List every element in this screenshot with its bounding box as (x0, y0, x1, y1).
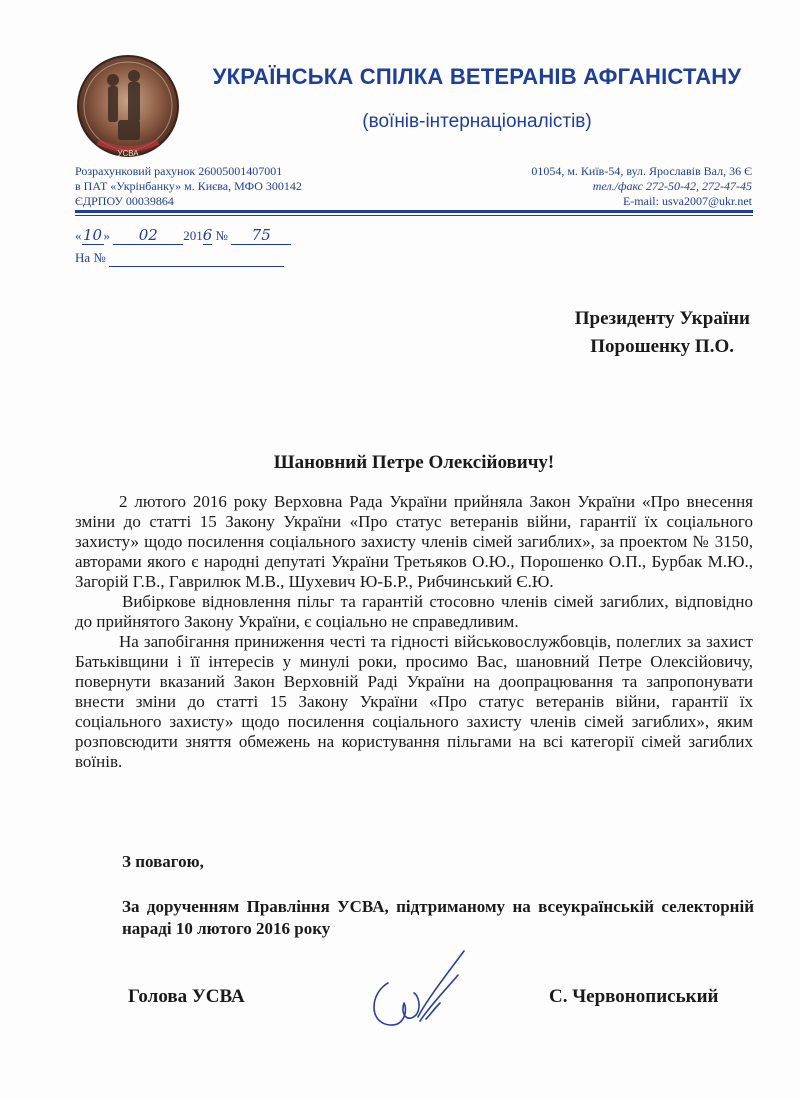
handwritten-signature (360, 945, 490, 1040)
organization-subtitle: (воїнів-інтернаціоналістів) (362, 111, 592, 132)
in-reply-label: На № (75, 250, 106, 265)
bank-name-line: в ПАТ «Укрінбанку» м. Києва, МФО 300142 (75, 179, 302, 193)
body-paragraph-2: Вибіркове відновлення пільг та гарантій стосовно членів сімей загиблих, відповідно до прийнятого Закону України, є соціально не справедливим. (75, 592, 753, 631)
registration-day: 10 (82, 226, 103, 244)
signatory-role: Голова УСВА (128, 986, 245, 1007)
logo-lettering: УСВА (117, 149, 139, 158)
body-paragraph-3: На запобігання приниження честі та гідності військовослужбовців, полеглих за захист Батьківщини і її інтересів у минулі роки, просимо Вас, шановний Петре Олексійовичу, повернути вказаний Закон Верховній Раді України на доопрацювання та запропонувати внести зміни до статті 15 Закону України «Про статус ветеранів війни, гарантії їх соціального захисту» щодо посилення соціального захисту членів сімей загиблих», яким розповсюдити зняття обмежень на користування пільгами на всі категорії сімей загиблих воїнів. (75, 632, 753, 771)
phone-fax: тел./факс 272-50-42, 272-47-45 (592, 179, 752, 193)
usva-emblem-logo (72, 52, 184, 164)
outgoing-registration (75, 226, 291, 245)
closing-phrase: З повагою, (122, 852, 204, 871)
header-divider-thick (75, 210, 753, 213)
date-quote-open: « (75, 228, 82, 243)
edrpou-line: ЄДРПОУ 00039864 (75, 194, 174, 208)
bank-details (75, 164, 302, 209)
header-divider-thin (75, 215, 753, 216)
signatory-name: С. Червонописький (549, 986, 719, 1007)
mandate-statement: За дорученням Правління УСВА, підтриманому на всеукраїнській селекторній нараді 10 лютого 2016 року (122, 897, 754, 938)
registration-number-label: № (215, 228, 228, 243)
date-quote-close: » (103, 228, 110, 243)
body-paragraph-1: 2 лютого 2016 року Верховна Рада України прийняла Закон України «Про внесення зміни до статті 15 Закону України «Про статус ветеранів війни, гарантії їх соціального захисту» щодо посилення соціального захисту членів сімей загиблих», за проектом № 3150, авторами якого є народні депутаті України Третьяков О.Ю., Порошенко О.П., Бурбак М.Ю., Загорій Г.В., Гаврилюк М.В., Шухевич Ю-Б.Р., Рибчинський Є.Ю. (75, 492, 753, 591)
postal-address: 01054, м. Київ-54, вул. Ярославів Вал, 36 Є (531, 164, 752, 178)
addressee-name: Порошенку П.О. (590, 336, 734, 357)
email-address: E-mail: usva2007@ukr.net (622, 194, 752, 208)
in-reply-line (75, 250, 284, 267)
registration-month: 02 (138, 226, 158, 244)
contact-details (420, 164, 752, 209)
registration-year-prefix: 201 (183, 228, 203, 243)
organization-name: УКРАЇНСЬКА СПІЛКА ВЕТЕРАНІВ АФГАНІСТАНУ (212, 64, 742, 89)
registration-number: 75 (251, 226, 271, 244)
addressee-title: Президенту України (574, 308, 750, 329)
salutation: Шановний Петре Олексійовичу! (273, 452, 555, 473)
registration-year-digit: 6 (202, 226, 213, 244)
letter-body (75, 492, 753, 772)
addressee-block (430, 305, 750, 361)
bank-account-line: Розрахунковий рахунок 26005001407001 (75, 164, 283, 178)
